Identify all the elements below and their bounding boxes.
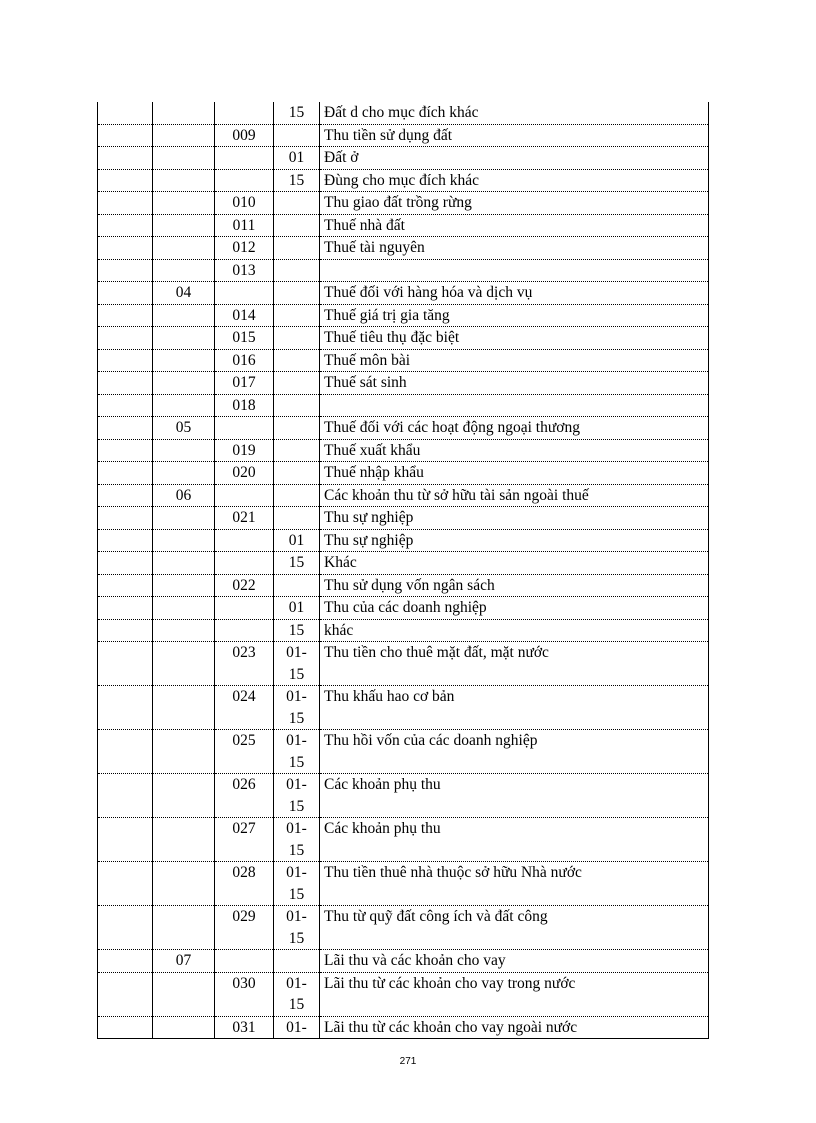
description-cell: Thuế tiêu thụ đặc biệt [320,327,709,350]
description-cell: khác [320,619,709,642]
item-cell: 015 [215,327,274,350]
subitem-cell [274,282,320,305]
chapter-cell [98,439,153,462]
description-cell: Đùng cho mục đích khác [320,169,709,192]
table-row [98,372,709,395]
description-cell: Đất d cho mục đích khác [320,102,709,124]
description-cell: Thu từ quỹ đất công ích và đất công [320,906,709,950]
chapter-cell [98,862,153,906]
item-cell [215,552,274,575]
section-cell [153,462,215,485]
section-cell [153,214,215,237]
table-row [98,686,709,730]
chapter-cell [98,462,153,485]
section-cell [153,730,215,774]
description-cell: Thuế đối với các hoạt động ngoại thương [320,417,709,440]
table-row [98,462,709,485]
item-cell: 019 [215,439,274,462]
description-cell: Thu giao đất trồng rừng [320,192,709,215]
item-cell: 017 [215,372,274,395]
chapter-cell [98,214,153,237]
item-cell [215,484,274,507]
section-cell [153,349,215,372]
item-cell [215,619,274,642]
description-cell: Khác [320,552,709,575]
chapter-cell [98,642,153,686]
item-cell: 027 [215,818,274,862]
table-row [98,774,709,818]
section-cell [153,619,215,642]
subitem-cell [274,214,320,237]
chapter-cell [98,417,153,440]
chapter-cell [98,597,153,620]
subitem-cell [274,372,320,395]
table-row [98,507,709,530]
item-cell [215,529,274,552]
subitem-cell [274,439,320,462]
chapter-cell [98,169,153,192]
description-cell: Thuế tài nguyên [320,237,709,260]
chapter-cell [98,372,153,395]
item-cell: 026 [215,774,274,818]
subitem-cell: 01- 15 [274,972,320,1016]
section-cell: 07 [153,950,215,973]
item-cell: 024 [215,686,274,730]
subitem-cell: 01- 15 [274,862,320,906]
chapter-cell [98,124,153,147]
item-cell: 018 [215,394,274,417]
description-cell: Lãi thu từ các khoản cho vay ngoài nước [320,1016,709,1039]
section-cell [153,686,215,730]
item-cell: 020 [215,462,274,485]
subitem-cell [274,950,320,973]
section-cell [153,439,215,462]
chapter-cell [98,730,153,774]
table-row [98,394,709,417]
item-cell: 013 [215,259,274,282]
subitem-cell: 15 [274,619,320,642]
table-row [98,642,709,686]
item-cell: 028 [215,862,274,906]
table-row [98,552,709,575]
subitem-cell: 01- 15 [274,686,320,730]
description-cell: Các khoản thu từ sở hữu tài sản ngoài thuế [320,484,709,507]
item-cell [215,169,274,192]
item-cell: 030 [215,972,274,1016]
description-cell: Thu hồi vốn của các doanh nghiệp [320,730,709,774]
subitem-cell: 01 [274,147,320,170]
description-cell: Lãi thu từ các khoản cho vay trong nước [320,972,709,1016]
item-cell [215,147,274,170]
subitem-cell [274,484,320,507]
item-cell: 021 [215,507,274,530]
description-cell: Thuế nhập khẩu [320,462,709,485]
item-cell: 016 [215,349,274,372]
table-body [98,102,709,1039]
subitem-cell [274,237,320,260]
table-row [98,619,709,642]
description-cell: Thuế đối với hàng hóa và dịch vụ [320,282,709,305]
subitem-cell [274,124,320,147]
subitem-cell: 15 [274,102,320,124]
section-cell [153,552,215,575]
page-number: 271 [399,1056,417,1067]
section-cell [153,574,215,597]
section-cell [153,102,215,124]
item-cell [215,417,274,440]
subitem-cell: 01- 15 [274,642,320,686]
table-row [98,124,709,147]
section-cell [153,372,215,395]
subitem-cell [274,394,320,417]
chapter-cell [98,394,153,417]
chapter-cell [98,574,153,597]
item-cell: 031 [215,1016,274,1039]
table-row [98,282,709,305]
section-cell: 06 [153,484,215,507]
table-row [98,439,709,462]
chapter-cell [98,349,153,372]
subitem-cell: 15 [274,169,320,192]
chapter-cell [98,1016,153,1039]
section-cell: 04 [153,282,215,305]
table-row [98,972,709,1016]
chapter-cell [98,686,153,730]
chapter-cell [98,906,153,950]
chapter-cell [98,619,153,642]
table-row [98,169,709,192]
table-row [98,906,709,950]
chapter-cell [98,192,153,215]
table-row [98,259,709,282]
section-cell [153,507,215,530]
item-cell: 014 [215,304,274,327]
section-cell [153,1016,215,1039]
chapter-cell [98,529,153,552]
item-cell: 012 [215,237,274,260]
subitem-cell [274,259,320,282]
item-cell: 022 [215,574,274,597]
item-cell: 010 [215,192,274,215]
description-cell: Thuế giá trị gia tăng [320,304,709,327]
table-row [98,214,709,237]
item-cell [215,950,274,973]
description-cell: Thuế xuất khẩu [320,439,709,462]
section-cell [153,169,215,192]
subitem-cell [274,462,320,485]
subitem-cell: 01- 15 [274,818,320,862]
item-cell [215,282,274,305]
section-cell [153,259,215,282]
description-cell: Thuế nhà đất [320,214,709,237]
section-cell [153,972,215,1016]
table-row [98,597,709,620]
table-row [98,950,709,973]
table-row [98,529,709,552]
item-cell [215,102,274,124]
subitem-cell [274,192,320,215]
chapter-cell [98,237,153,260]
description-cell: Thu sử dụng vốn ngân sách [320,574,709,597]
table-row [98,327,709,350]
section-cell [153,192,215,215]
table-row [98,192,709,215]
section-cell [153,774,215,818]
chapter-cell [98,552,153,575]
subitem-cell [274,304,320,327]
chapter-cell [98,972,153,1016]
chapter-cell [98,259,153,282]
chapter-cell [98,818,153,862]
description-cell: Các khoản phụ thu [320,774,709,818]
item-cell: 023 [215,642,274,686]
table-row [98,1016,709,1039]
subitem-cell: 01 [274,597,320,620]
subitem-cell: 01- 15 [274,730,320,774]
description-cell [320,394,709,417]
description-cell: Thu tiền thuê nhà thuộc sở hữu Nhà nước [320,862,709,906]
description-cell: Thuế sát sinh [320,372,709,395]
description-cell: Thu tiền sử dụng đất [320,124,709,147]
section-cell [153,818,215,862]
description-cell: Thuế môn bài [320,349,709,372]
subitem-cell [274,574,320,597]
subitem-cell: 01- 15 [274,774,320,818]
section-cell [153,394,215,417]
table-row [98,484,709,507]
item-cell: 009 [215,124,274,147]
table-row [98,730,709,774]
section-cell [153,642,215,686]
description-cell: Các khoản phụ thu [320,818,709,862]
description-cell: Thu tiền cho thuê mặt đất, mặt nước [320,642,709,686]
section-cell [153,147,215,170]
description-cell: Thu sự nghiệp [320,529,709,552]
section-cell [153,304,215,327]
item-cell [215,597,274,620]
section-cell [153,906,215,950]
subitem-cell: 01 [274,529,320,552]
section-cell [153,124,215,147]
chapter-cell [98,507,153,530]
table-row [98,349,709,372]
chapter-cell [98,950,153,973]
section-cell: 05 [153,417,215,440]
chapter-cell [98,774,153,818]
chapter-cell [98,327,153,350]
table-row [98,304,709,327]
subitem-cell: 01- [274,1016,320,1039]
item-cell: 025 [215,730,274,774]
subitem-cell [274,417,320,440]
section-cell [153,597,215,620]
chapter-cell [98,304,153,327]
table-row [98,818,709,862]
subitem-cell [274,327,320,350]
description-cell: Thu sự nghiệp [320,507,709,530]
chapter-cell [98,282,153,305]
budget-code-table [97,102,709,1039]
description-cell: Lãi thu và các khoản cho vay [320,950,709,973]
description-cell: Thu khấu hao cơ bản [320,686,709,730]
table-row [98,102,709,124]
table-row [98,147,709,170]
description-cell [320,259,709,282]
table-row [98,417,709,440]
subitem-cell: 01- 15 [274,906,320,950]
chapter-cell [98,147,153,170]
subitem-cell [274,507,320,530]
section-cell [153,862,215,906]
subitem-cell [274,349,320,372]
table-row [98,574,709,597]
item-cell: 011 [215,214,274,237]
table-row [98,237,709,260]
section-cell [153,529,215,552]
item-cell: 029 [215,906,274,950]
chapter-cell [98,102,153,124]
table-row [98,862,709,906]
subitem-cell: 15 [274,552,320,575]
chapter-cell [98,484,153,507]
section-cell [153,237,215,260]
description-cell: Thu của các doanh nghiệp [320,597,709,620]
section-cell [153,327,215,350]
description-cell: Đất ở [320,147,709,170]
